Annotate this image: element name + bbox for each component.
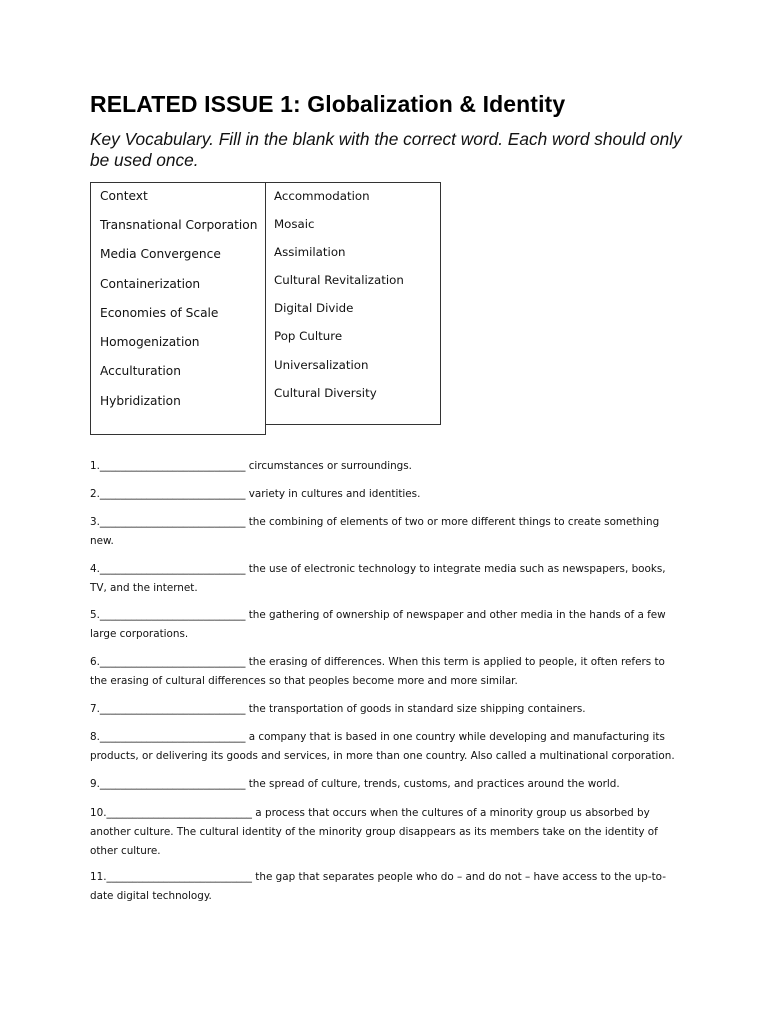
question-text: the spread of culture, trends, customs, and practices around the world. — [245, 778, 620, 790]
word-bank-term: Cultural Diversity — [274, 386, 377, 400]
answer-blank[interactable]: ____________________________ — [99, 488, 246, 500]
answer-blank[interactable]: ____________________________ — [99, 703, 246, 715]
answer-blank[interactable]: ____________________________ — [99, 516, 246, 528]
answer-blank[interactable]: ____________________________ — [99, 731, 246, 743]
question-number: 2. — [90, 488, 100, 500]
question-6 — [90, 653, 682, 691]
answer-blank[interactable]: ____________________________ — [99, 778, 246, 790]
word-bank-term: Acculturation — [100, 364, 181, 378]
question-text: the combining of elements of two or more different things to create something new. — [90, 516, 660, 547]
word-bank-term: Mosaic — [274, 217, 315, 231]
question-text: the use of electronic technology to integrate media such as newspapers, books, TV, and the internet. — [90, 563, 666, 594]
word-bank-right-column — [265, 182, 441, 425]
question-number: 3. — [90, 516, 100, 528]
question-9 — [90, 775, 682, 794]
question-1 — [90, 457, 682, 476]
page-title: RELATED ISSUE 1: Globalization & Identity — [90, 91, 566, 117]
question-number: 9. — [90, 778, 100, 790]
question-text: the gap that separates people who do – and do not – have access to the up-to-date digital technology. — [90, 871, 666, 902]
word-bank-term: Homogenization — [100, 335, 200, 349]
word-bank-term: Economies of Scale — [100, 306, 219, 320]
word-bank-term: Cultural Revitalization — [274, 273, 404, 287]
question-text: the erasing of differences. When this term is applied to people, it often refers to the erasing of cultural differences so that peoples become more and more similar. — [90, 656, 665, 687]
question-number: 7. — [90, 703, 100, 715]
instructions: Key Vocabulary. Fill in the blank with the correct word. Each word should only be used once. — [90, 129, 682, 170]
question-2 — [90, 485, 682, 504]
word-bank-term: Hybridization — [100, 394, 181, 408]
word-bank-term: Assimilation — [274, 245, 346, 259]
word-bank-term: Containerization — [100, 277, 201, 291]
word-bank-term: Universalization — [274, 358, 369, 372]
question-number: 8. — [90, 731, 100, 743]
word-bank-term: Transnational Corporation — [100, 218, 258, 232]
answer-blank[interactable]: ____________________________ — [106, 807, 252, 819]
answer-blank[interactable]: ____________________________ — [106, 871, 252, 883]
question-text: the transportation of goods in standard size shipping containers. — [245, 703, 586, 715]
question-text: a company that is based in one country while developing and manufacturing its products, or delivering its goods and services, in more than one country. Also called a multinational corporation. — [90, 731, 675, 762]
question-10 — [90, 804, 682, 861]
answer-blank[interactable]: ____________________________ — [99, 460, 246, 472]
word-bank-left-column — [90, 182, 266, 435]
question-text: circumstances or surroundings. — [245, 460, 412, 472]
question-number: 10. — [90, 807, 107, 819]
question-5 — [90, 606, 682, 644]
question-number: 11. — [90, 871, 107, 883]
word-bank-term: Media Convergence — [100, 247, 221, 261]
question-number: 6. — [90, 656, 100, 668]
question-11 — [90, 868, 682, 906]
question-number: 4. — [90, 563, 100, 575]
question-3 — [90, 513, 682, 551]
answer-blank[interactable]: ____________________________ — [99, 609, 246, 621]
word-bank-term: Context — [100, 189, 148, 203]
word-bank-term: Pop Culture — [274, 329, 343, 343]
word-bank-term: Accommodation — [274, 189, 370, 203]
question-4 — [90, 560, 682, 598]
word-bank-term: Digital Divide — [274, 301, 354, 315]
answer-blank[interactable]: ____________________________ — [99, 563, 246, 575]
answer-blank[interactable]: ____________________________ — [99, 656, 246, 668]
question-number: 1. — [90, 460, 100, 472]
question-number: 5. — [90, 609, 100, 621]
word-bank — [90, 182, 441, 435]
question-text: a process that occurs when the cultures of a minority group us absorbed by another culture. The cultural identity of the minority group disappears as its members take on the identity of other culture. — [90, 807, 658, 857]
question-7 — [90, 700, 682, 719]
question-8 — [90, 728, 682, 766]
question-text: the gathering of ownership of newspaper and other media in the hands of a few large corporations. — [90, 609, 666, 640]
question-text: variety in cultures and identities. — [245, 488, 421, 500]
